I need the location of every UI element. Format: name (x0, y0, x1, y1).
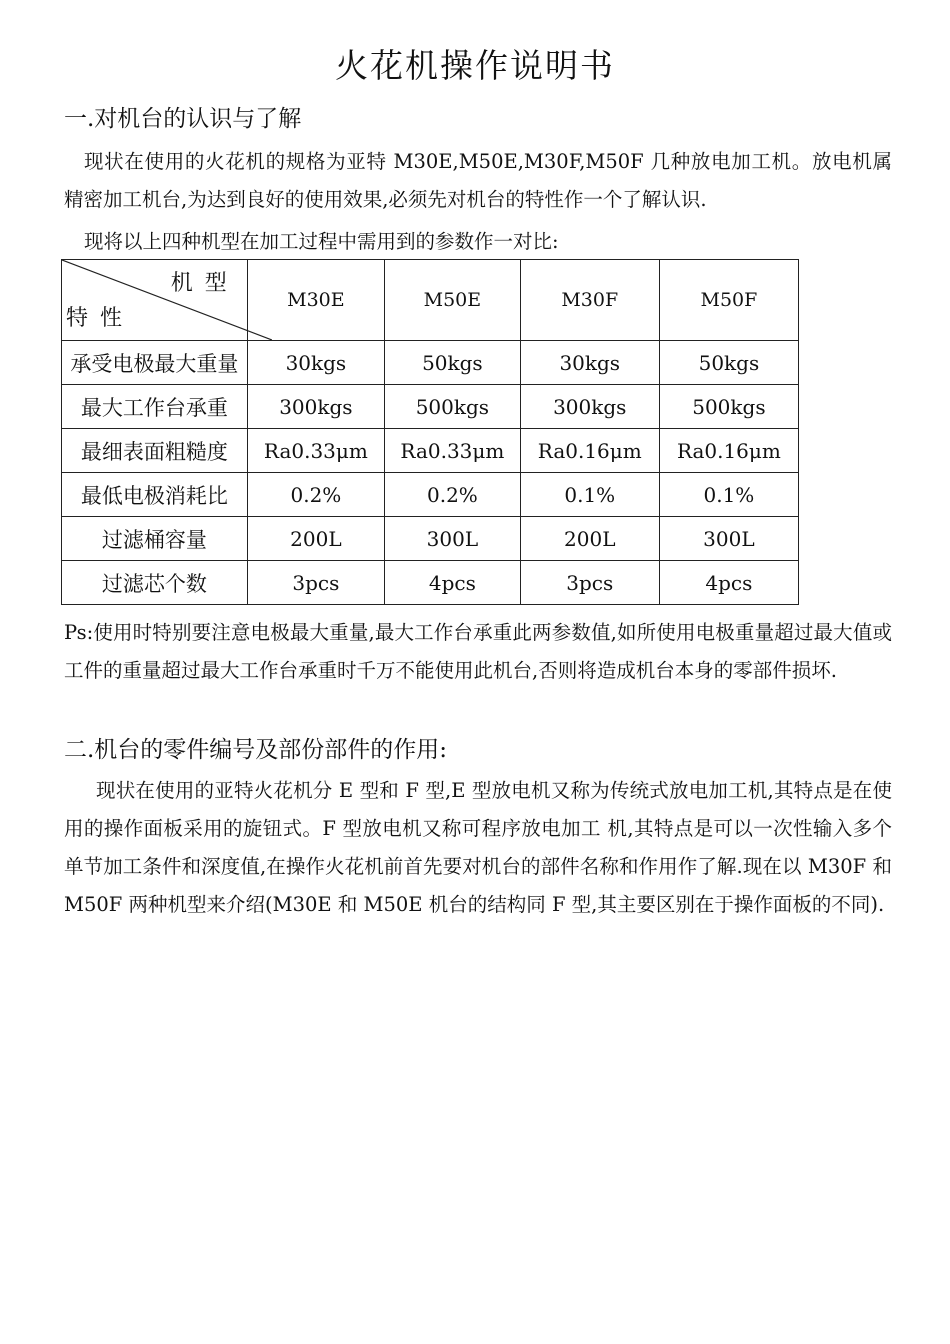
column-header: M50E (385, 260, 521, 341)
table-row (62, 341, 799, 385)
table-cell: 4pcs (659, 561, 798, 605)
section1-heading: 一.对机台的认识与了解 (64, 106, 302, 132)
table-cell: 300L (659, 517, 798, 561)
table-cell: 0.2% (247, 473, 384, 517)
document-title: 火花机操作说明书 (335, 46, 615, 85)
table-cell: 0.1% (520, 473, 659, 517)
table-cell: 50kgs (659, 341, 798, 385)
row-label: 过滤芯个数 (62, 561, 248, 605)
section2-paragraph-1: 现状在使用的亚特火花机分 E 型和 F 型,E 型放电机又称为传统式放电加工机,其特点是在使用的操作面板采用的旋钮式。F 型放电机又称可程序放电加工 机,其特点是可以一次性输入多个单节加工条件和深度值,在操作火花机前首先要对机台的部件名称和作用作了解.现在以 M30F 和 M50F 两种机型来介绍(M30E 和 M50E 机台的结构同 F 型,其主要区别在于操作面板的不同). (64, 779, 892, 916)
table-row (62, 385, 799, 429)
table-corner-cell (62, 260, 248, 341)
table-cell: 500kgs (385, 385, 521, 429)
row-label: 最大工作台承重 (62, 385, 248, 429)
table-cell: 0.1% (659, 473, 798, 517)
table-row (62, 473, 799, 517)
column-header: M30E (247, 260, 384, 341)
table-cell: 300kgs (520, 385, 659, 429)
row-label: 最细表面粗糙度 (62, 429, 248, 473)
column-header: M30F (520, 260, 659, 341)
corner-label-model: 机型 (170, 271, 239, 296)
table-cell: 30kgs (520, 341, 659, 385)
table-row (62, 517, 799, 561)
table-cell: 30kgs (247, 341, 384, 385)
table-cell: 200L (247, 517, 384, 561)
table-cell: Ra0.33μm (385, 429, 521, 473)
table-row (62, 561, 799, 605)
table-cell: 4pcs (385, 561, 521, 605)
table-cell: 500kgs (659, 385, 798, 429)
row-label: 最低电极消耗比 (62, 473, 248, 517)
spec-comparison-table (61, 259, 799, 605)
table-cell: 200L (520, 517, 659, 561)
note-paragraph: Ps:使用时特别要注意电极最大重量,最大工作台承重此两参数值,如所使用电极重量超过最大值或工件的重量超过最大工作台承重时千万不能使用此机台,否则将造成机台本身的零部件损坏. (64, 621, 892, 682)
table-cell: 3pcs (247, 561, 384, 605)
table-cell: 300L (385, 517, 521, 561)
row-label: 过滤桶容量 (62, 517, 248, 561)
section2-heading: 二.机台的零件编号及部份部件的作用: (64, 737, 448, 763)
table-cell: Ra0.16μm (520, 429, 659, 473)
corner-label-property: 特性 (66, 306, 135, 331)
table-cell: 300kgs (247, 385, 384, 429)
table-cell: Ra0.16μm (659, 429, 798, 473)
table-cell: Ra0.33μm (247, 429, 384, 473)
table-cell: 3pcs (520, 561, 659, 605)
row-label: 承受电极最大重量 (62, 341, 248, 385)
column-header: M50F (659, 260, 798, 341)
section1-paragraph-1: 现状在使用的火花机的规格为亚特 M30E,M50E,M30F,M50F 几种放电加工机。放电机属精密加工机台,为达到良好的使用效果,必须先对机台的特性作一个了解认识. (64, 150, 892, 211)
table-header-row (62, 260, 799, 341)
table-row (62, 429, 799, 473)
table-cell: 0.2% (385, 473, 521, 517)
section1-paragraph-2: 现将以上四种机型在加工过程中需用到的参数作一对比: (84, 230, 559, 253)
table-cell: 50kgs (385, 341, 521, 385)
